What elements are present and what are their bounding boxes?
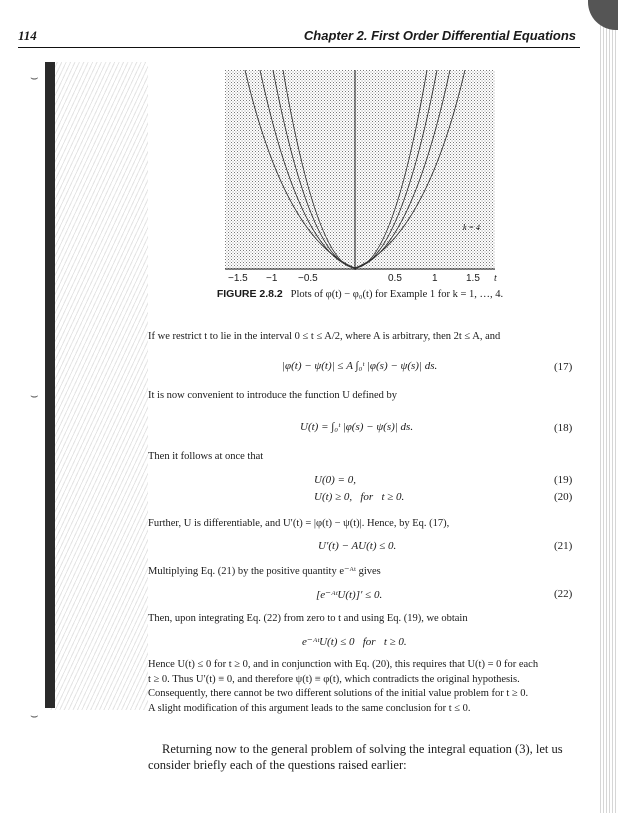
- chapter-title: Chapter 2. First Order Differential Equations: [303, 28, 576, 43]
- equation: U′(t) − AU(t) ≤ 0.: [318, 540, 397, 552]
- text-line: A slight modification of this argument leads to the same conclusion for t ≤ 0.: [148, 702, 471, 714]
- scan-speckle-band: [48, 62, 148, 710]
- paragraph: Multiplying Eq. (21) by the positive quantity e⁻ᴬᵗ gives: [148, 566, 381, 577]
- x-tick-label: 1.5: [466, 273, 480, 284]
- equation: e⁻ᴬᵗU(t) ≤ 0 for t ≥ 0.: [302, 636, 407, 648]
- curve-label: k = 4: [463, 223, 480, 232]
- equation-number: (18): [554, 422, 573, 434]
- binding-shadow: [45, 62, 55, 708]
- equation-number: (21): [554, 540, 573, 552]
- equation-number: (22): [554, 588, 573, 600]
- equation-number: (20): [554, 491, 573, 503]
- equation: |φ(t) − ψ(t)| ≤ A ∫₀ᵗ |φ(s) − ψ(s)| ds.: [282, 360, 438, 372]
- running-head: [18, 27, 580, 48]
- text-line: Consequently, there cannot be two different solutions of the initial value problem for t ≥ 0.: [148, 688, 529, 699]
- margin-arc-mark: ⌣: [30, 388, 39, 403]
- equation: [e⁻ᴬᵗU(t)]′ ≤ 0.: [316, 589, 383, 601]
- equation: U(0) = 0,: [314, 474, 356, 486]
- caption-label: FIGURE 2.8.2: [216, 288, 283, 300]
- page-corner-shadow: [588, 0, 618, 30]
- text-line: consider briefly each of the questions raised earlier:: [148, 758, 407, 772]
- figure-caption: [150, 288, 570, 300]
- paragraph: Further, U is differentiable, and U′(t) = |φ(t) − ψ(t)|. Hence, by Eq. (17),: [148, 518, 450, 529]
- x-tick-label: −1: [266, 273, 278, 284]
- halftone-background: [225, 70, 495, 270]
- figure-plot: [225, 70, 495, 270]
- x-tick-label: 1: [432, 273, 438, 284]
- text-line: t ≥ 0. Thus U′(t) ≡ 0, and therefore ψ(t) ≡ φ(t), which contradicts the original hypothesis.: [148, 673, 520, 685]
- equation: U(t) ≥ 0, for t ≥ 0.: [314, 491, 405, 503]
- paragraph: If we restrict t to lie in the interval 0 ≤ t ≤ A/2, where A is arbitrary, then 2t ≤ A, and: [148, 331, 501, 342]
- margin-arc-mark: ⌣: [30, 70, 39, 85]
- x-tick-labels: [210, 273, 510, 287]
- text-line: Hence U(t) ≤ 0 for t ≥ 0, and in conjunction with Eq. (20), this requires that U(t) = 0 for each: [148, 659, 539, 670]
- equation: U(t) = ∫₀ᵗ |φ(s) − ψ(s)| ds.: [300, 421, 414, 433]
- paragraph: Then it follows at once that: [148, 451, 264, 462]
- text-line: Returning now to the general problem of solving the integral equation (3), let us: [162, 742, 563, 756]
- margin-arc-mark: ⌣: [30, 708, 39, 723]
- paragraph: Then, upon integrating Eq. (22) from zero to t and using Eq. (19), we obtain: [148, 613, 468, 624]
- x-tick-label: −0.5: [298, 273, 318, 284]
- caption-text: Plots of φ(t) − φ₀(t) for Example 1 for k = 1, …, 4.: [290, 289, 504, 300]
- page-number: 114: [18, 28, 37, 43]
- x-axis-label: t: [494, 273, 497, 284]
- page-edge-shadow: [600, 0, 618, 813]
- x-tick-label: 0.5: [388, 273, 402, 284]
- x-tick-label: −1.5: [228, 273, 248, 284]
- equation-number: (19): [554, 474, 573, 486]
- paragraph: [148, 741, 588, 773]
- equation-number: (17): [554, 361, 573, 373]
- paragraph: It is now convenient to introduce the function U defined by: [148, 390, 398, 401]
- paragraph: [148, 658, 588, 716]
